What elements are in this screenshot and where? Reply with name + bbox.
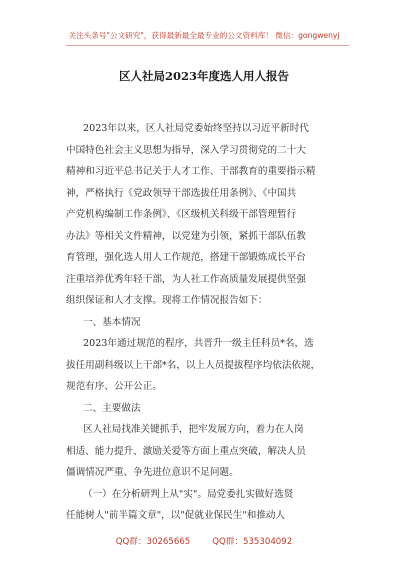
paragraph-line: 僵调情况严重、争先进位意识不足问题。 — [66, 467, 239, 478]
paragraph-line: 产党机构编制工作条例》、《区级机关科级干部管理暂行 — [66, 209, 297, 220]
paragraph-line: 区人社局找准关键抓手，把牢发展方向，着力在人岗 — [83, 424, 304, 435]
paragraph-line: （一）在分析研判上从"实"。局党委扎实做好选贤 — [83, 488, 294, 500]
paragraph-line: 中国特色社会主义思想为指导，深入学习贯彻党的二十大 — [66, 144, 306, 156]
paragraph-line: 育管理，强化选人用人工作规范，搭建干部锻炼成长平台 — [66, 252, 306, 263]
paragraph-basic — [66, 333, 348, 398]
document-title: 区人社局2023年度选人用人报告 — [118, 69, 289, 83]
qq-group-2: QQ群：535304092 — [212, 537, 293, 547]
paragraph-practices — [66, 419, 348, 484]
footer-contact — [0, 535, 408, 547]
paragraph-analysis — [66, 484, 348, 527]
paragraph-line: 2023年通过规范的程序，共晋升一级主任科员*名，选 — [83, 338, 314, 349]
paragraph-line: 注重培养优秀年轻干部，为人社工作高质量发展提供坚强 — [66, 273, 306, 285]
header-banner: 关注头条号"公文研究"，获得最新最全最专业的公文资料库！ 微信：gongwenyj — [68, 31, 340, 40]
paragraph-line: 规范有序、公开公正。 — [66, 381, 162, 392]
document-body — [66, 118, 348, 527]
paragraph-intro — [66, 118, 348, 312]
qq-group-1: QQ群：30265665 — [115, 537, 191, 547]
paragraph-line: 相适、能力提升、激励关爱等方面上重点突破，解决人员 — [66, 445, 306, 457]
paragraph-line: 拔任用副科级以上干部*名，以上人员提拔程序均依法依规， — [66, 359, 321, 371]
paragraph-line: 组织保证和人才支撑。现将工作情况报告如下： — [66, 295, 268, 306]
header-divider — [66, 45, 349, 46]
paragraph-line: 办法》等相关文件精神，以党建为引领，紧抓干部队伍教 — [66, 230, 306, 242]
paragraph-line: 精神和习近平总书记关于人才工作、干部教育的重要指示精 — [66, 166, 316, 177]
paragraph-line: 任能树人"前半篇文章"，以"促就业保民生"和推动人 — [66, 510, 286, 521]
paragraph-line: 2023年以来，区人社局党委始终坚持以习近平新时代 — [83, 123, 309, 134]
section-heading-basic: 一、基本情况 — [83, 316, 141, 328]
paragraph-line: 神，严格执行《党政领导干部选拔任用条例》、《中国共 — [66, 187, 297, 199]
section-heading-practices: 二、主要做法 — [83, 402, 141, 414]
